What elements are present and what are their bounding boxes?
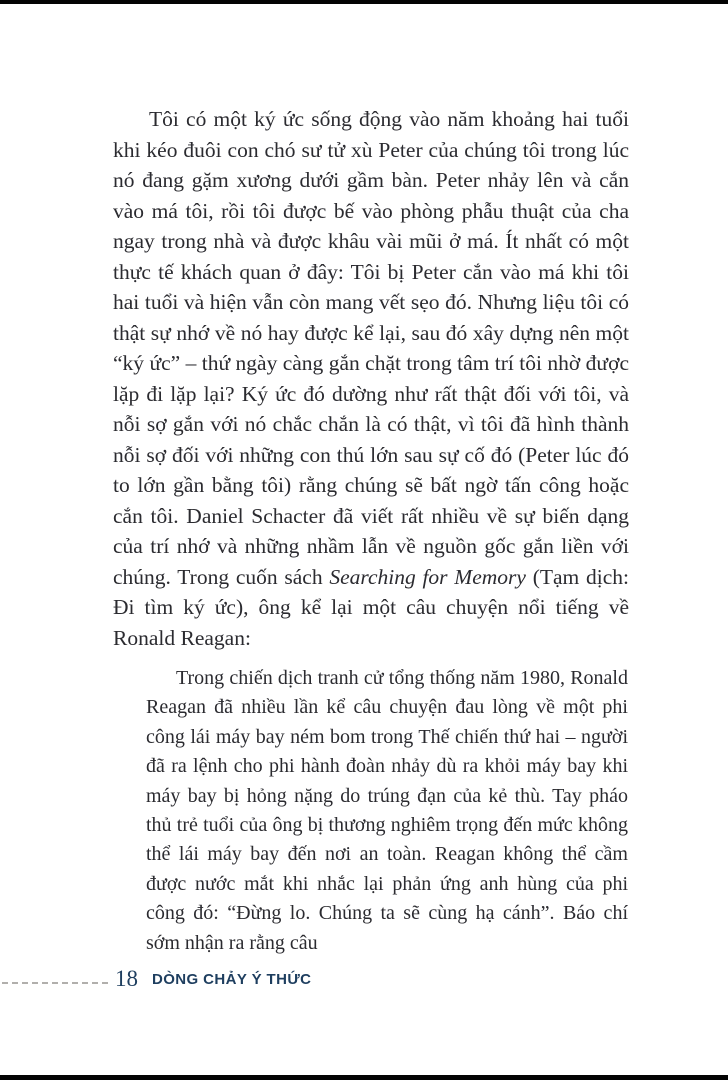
page-footer bbox=[0, 964, 728, 998]
footer-dashed-rule bbox=[2, 982, 108, 984]
scan-edge-top bbox=[0, 0, 728, 4]
main-paragraph bbox=[113, 104, 629, 653]
page-number: 18 bbox=[115, 966, 138, 991]
scan-edge-bottom bbox=[0, 1075, 728, 1080]
running-footer-title: DÒNG CHẢY Ý THỨC bbox=[152, 971, 312, 988]
main-paragraph-text-after-italic: (Tạm dịch: Đi tìm ký ức), ông kể lại một câu chuyện nổi tiếng về Ronald Reagan: bbox=[113, 564, 630, 650]
main-paragraph-text-before-italic: Tôi có một ký ức sống động vào năm khoảng hai tuổi khi kéo đuôi con chó sư tử xù Peter của chúng tôi trong lúc nó đang gặm xương dưới gầm bàn. Peter nhảy lên và cắn vào má tôi, rồi tôi được bế vào phòng phẫu thuật của cha ngay trong nhà và được khâu vài mũi ở má. Ít nhất có một thực tế khách quan ở đây: Tôi bị Peter cắn vào má khi tôi hai tuổi và hiện vẫn còn mang vết sẹo đó. Nhưng liệu tôi có thật sự nhớ về nó hay được kể lại, sau đó xây dựng nên một “ký ức” – thứ ngày càng gắn chặt trong tâm trí tôi nhờ được lặp đi lặp lại? Ký ức đó dường như rất thật đối với tôi, và nỗi sợ gắn với nó chắc chắn là có thật, vì tôi đã hình thành nỗi sợ đối với những con thú lớn sau sự cố đó (Peter lúc đó to lớn gần bằng tôi) rằng chúng sẽ bất ngờ tấn công hoặc cắn tôi. Daniel Schacter đã viết rất nhiều về sự biến dạng của trí nhớ và những nhầm lẫn về nguồn gốc gắn liền với chúng. Trong cuốn sách bbox=[113, 107, 629, 589]
block-quote: Trong chiến dịch tranh cử tổng thống năm 1980, Ronald Reagan đã nhiều lần kể câu chuyện đau lòng về một phi công lái máy bay ném bom trong Thế chiến thứ hai – người đã ra lệnh cho phi hành đoàn nhảy dù ra khỏi máy bay khi máy bay bị hỏng nặng do trúng đạn của kẻ thù. Tay pháo thủ trẻ tuổi của ông bị thương nghiêm trọng đến mức không thể lái máy bay đến nơi an toàn. Reagan không thể cầm được nước mắt khi nhắc lại phản ứng anh hùng của phi công đó: “Đừng lo. Chúng ta sẽ cùng hạ cánh”. Báo chí sớm nhận ra rằng câu bbox=[146, 667, 628, 954]
cited-book-title-italic: Searching for Memory bbox=[329, 564, 526, 589]
